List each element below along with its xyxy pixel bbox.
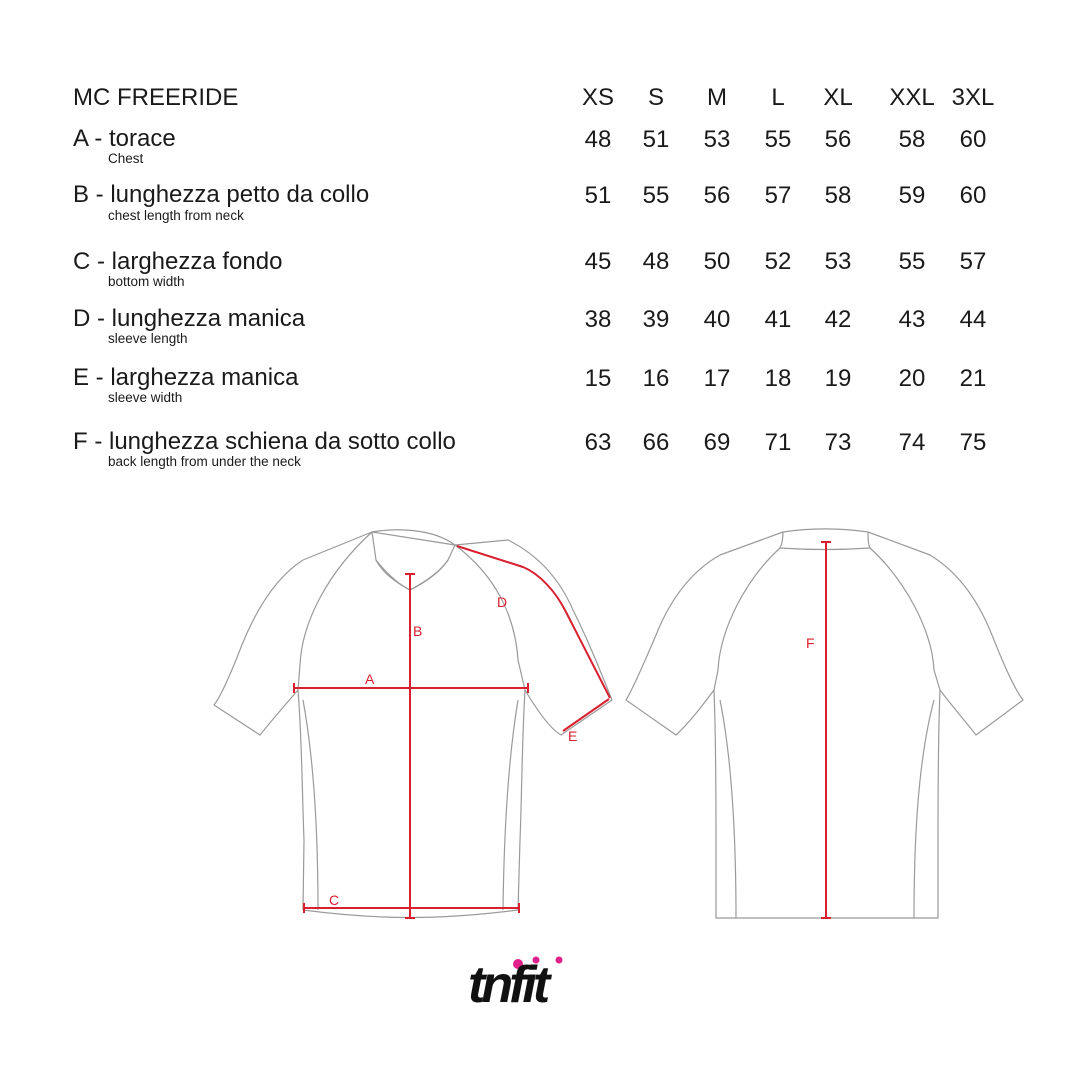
table-cell: 71 (764, 429, 792, 456)
size-header-s: S (647, 84, 664, 111)
marker-c: C (329, 892, 340, 908)
marker-f: F (806, 635, 815, 651)
table-cell: 39 (642, 306, 670, 333)
row-sub-a: Chest (108, 151, 144, 166)
table-cell: 55 (898, 248, 926, 275)
table-cell: 15 (584, 365, 612, 392)
table-cell: 53 (703, 126, 731, 153)
table-cell: 16 (642, 365, 670, 392)
table-cell: 66 (642, 429, 670, 456)
table-cell: 48 (642, 248, 670, 275)
table-cell: 51 (584, 182, 612, 209)
table-cell: 52 (764, 248, 792, 275)
table-cell: 55 (642, 182, 670, 209)
table-cell: 38 (584, 306, 612, 333)
table-cell: 56 (824, 126, 852, 153)
table-cell: 19 (824, 365, 852, 392)
size-header-xl: XL (823, 84, 853, 111)
table-cell: 45 (584, 248, 612, 275)
table-cell: 55 (764, 126, 792, 153)
table-cell: 59 (898, 182, 926, 209)
table-cell: 56 (703, 182, 731, 209)
table-cell: 51 (642, 126, 670, 153)
table-title: MC FREERIDE (73, 84, 239, 111)
row-sub-f: back length from under the neck (108, 454, 301, 469)
row-sub-d: sleeve length (108, 331, 188, 346)
table-cell: 63 (584, 429, 612, 456)
marker-b: B (413, 623, 423, 639)
row-label-f: F - lunghezza schiena da sotto collo (73, 428, 456, 455)
table-cell: 48 (584, 126, 612, 153)
table-cell: 20 (898, 365, 926, 392)
size-header-l: L (771, 84, 785, 111)
table-cell: 74 (898, 429, 926, 456)
back-jersey-outline (626, 529, 1023, 918)
row-sub-e: sleeve width (108, 390, 183, 405)
row-label-a: A - torace (73, 125, 176, 152)
marker-d: D (497, 594, 508, 610)
table-cell: 73 (824, 429, 852, 456)
brand-logo-text: tnfit (468, 956, 547, 1014)
table-cell: 58 (898, 126, 926, 153)
table-cell: 53 (824, 248, 852, 275)
table-cell: 44 (959, 306, 987, 333)
table-cell: 60 (959, 182, 987, 209)
row-label-e: E - larghezza manica (73, 364, 299, 391)
row-label-d: D - lunghezza manica (73, 305, 306, 332)
table-cell: 60 (959, 126, 987, 153)
size-header-m: M (707, 84, 727, 111)
table-cell: 43 (898, 306, 926, 333)
size-header-xs: XS (581, 84, 614, 111)
marker-e: E (568, 728, 578, 744)
table-cell: 18 (764, 365, 792, 392)
table-cell: 41 (764, 306, 792, 333)
measure-line-d (457, 546, 610, 698)
table-cell: 17 (703, 365, 731, 392)
table-cell: 21 (959, 365, 987, 392)
row-label-c: C - larghezza fondo (73, 248, 283, 275)
size-header-xxl: XXL (889, 84, 935, 111)
row-sub-c: bottom width (108, 274, 185, 289)
brand-logo (466, 950, 636, 1020)
table-cell: 50 (703, 248, 731, 275)
table-cell: 40 (703, 306, 731, 333)
size-header-3xl: 3XL (951, 84, 995, 111)
measure-line-e (563, 699, 609, 731)
row-sub-b: chest length from neck (108, 208, 244, 223)
table-cell: 42 (824, 306, 852, 333)
table-cell: 57 (764, 182, 792, 209)
row-label-b: B - lunghezza petto da collo (73, 181, 370, 208)
table-cell: 75 (959, 429, 987, 456)
marker-a: A (365, 671, 375, 687)
table-cell: 58 (824, 182, 852, 209)
front-jersey-outline (214, 530, 612, 918)
table-cell: 57 (959, 248, 987, 275)
table-cell: 69 (703, 429, 731, 456)
